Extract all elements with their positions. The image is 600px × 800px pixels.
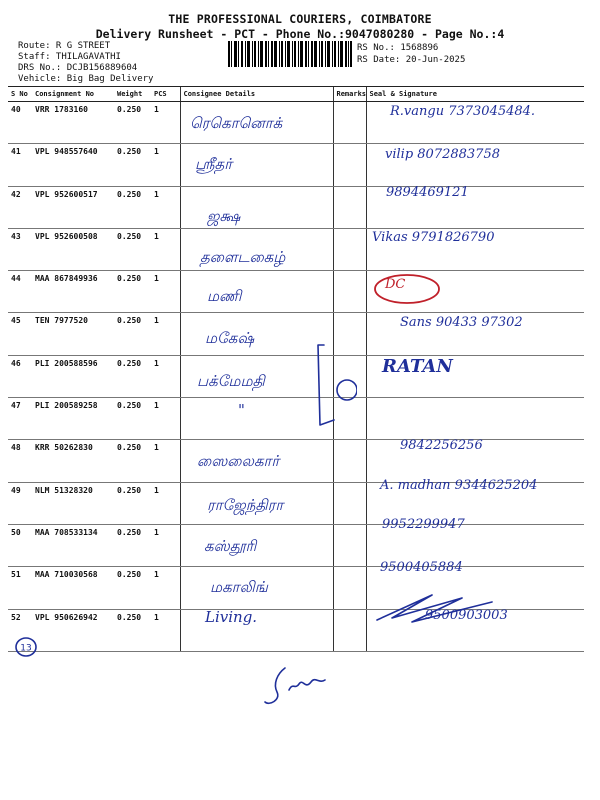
drs-label: DRS No.: DCJB156889604 bbox=[18, 63, 138, 73]
consignment-number: KRR 50262830 bbox=[32, 440, 114, 482]
serial-number: 40 bbox=[8, 102, 32, 144]
circled-count bbox=[14, 636, 38, 658]
pcs-value: 1 bbox=[151, 398, 180, 440]
handwritten-signature: R.vangu 7373045484. bbox=[390, 104, 536, 119]
vehicle-label: Vehicle: Big Bag Delivery bbox=[18, 74, 154, 84]
handwritten-consignee-name: ராஜேந்திரா bbox=[207, 495, 284, 514]
remarks-cell bbox=[333, 144, 366, 186]
handwritten-consignee-name: " bbox=[238, 401, 245, 420]
pcs-value: 1 bbox=[151, 271, 180, 313]
consignment-number: VPL 952600517 bbox=[32, 186, 114, 228]
pcs-value: 1 bbox=[151, 313, 180, 355]
column-header: Seal & Signature bbox=[366, 87, 584, 102]
serial-number: 43 bbox=[8, 228, 32, 270]
remarks-cell bbox=[333, 228, 366, 270]
staff-signature bbox=[255, 660, 335, 710]
table-row bbox=[8, 355, 584, 397]
handwritten-consignee-name: ஸைலைகார் bbox=[197, 452, 280, 471]
handwritten-consignee-name: மகாலிங் bbox=[210, 578, 268, 597]
remarks-cell bbox=[333, 271, 366, 313]
weight-value: 0.250 bbox=[114, 440, 151, 482]
pcs-value: 1 bbox=[151, 144, 180, 186]
pcs-value: 1 bbox=[151, 524, 180, 566]
handwritten-signature: vilip 8072883758 bbox=[385, 147, 500, 163]
consignment-number: VPL 952600508 bbox=[32, 228, 114, 270]
handwritten-signature: Sans 90433 97302 bbox=[400, 314, 523, 330]
handwritten-consignee-name: Living. bbox=[205, 607, 258, 626]
weight-value: 0.250 bbox=[114, 482, 151, 524]
handwritten-signature: 9500903003 bbox=[425, 607, 508, 623]
weight-value: 0.250 bbox=[114, 567, 151, 609]
rs-date: RS Date: 20-Jun-2025 bbox=[357, 55, 466, 65]
staff-label: Staff: THILAGAVATHI bbox=[18, 52, 121, 62]
consignment-number: VPL 950626942 bbox=[32, 609, 114, 651]
column-header: Consignment No bbox=[32, 87, 114, 102]
weight-value: 0.250 bbox=[114, 271, 151, 313]
bracket-mark bbox=[312, 340, 357, 430]
serial-number: 50 bbox=[8, 524, 32, 566]
serial-number: 52 bbox=[8, 609, 32, 651]
handwritten-signature: DC bbox=[385, 277, 406, 293]
handwritten-consignee-name: மகேஷ் bbox=[205, 328, 255, 347]
serial-number: 42 bbox=[8, 186, 32, 228]
runsheet-table bbox=[8, 86, 584, 652]
table-row bbox=[8, 398, 584, 440]
remarks-cell bbox=[333, 102, 366, 144]
table-row bbox=[8, 524, 584, 566]
remarks-cell bbox=[333, 482, 366, 524]
handwritten-consignee-name: ஜக்ஷ bbox=[207, 206, 241, 225]
handwritten-consignee-name: ரெகொனொக் bbox=[190, 114, 283, 132]
handwritten-signature: 9894469121 bbox=[386, 184, 469, 200]
consignment-number: MAA 708533134 bbox=[32, 524, 114, 566]
weight-value: 0.250 bbox=[114, 524, 151, 566]
remarks-cell bbox=[333, 609, 366, 651]
serial-number: 48 bbox=[8, 440, 32, 482]
table-header-row bbox=[8, 87, 584, 102]
weight-value: 0.250 bbox=[114, 313, 151, 355]
handwritten-signature: 9500405884 bbox=[380, 560, 463, 576]
consignment-number: PLI 200588596 bbox=[32, 355, 114, 397]
remarks-cell bbox=[333, 567, 366, 609]
consignee-cell bbox=[180, 271, 333, 313]
consignment-number: VRR 1783160 bbox=[32, 102, 114, 144]
handwritten-signature: Vikas 9791826790 bbox=[372, 229, 495, 245]
consignment-number: VPL 948557640 bbox=[32, 144, 114, 186]
handwritten-consignee-name: கஸ்தூரி bbox=[204, 537, 257, 555]
serial-number: 49 bbox=[8, 482, 32, 524]
column-header: Remarks bbox=[333, 87, 366, 102]
pcs-value: 1 bbox=[151, 102, 180, 144]
weight-value: 0.250 bbox=[114, 186, 151, 228]
consignee-cell bbox=[180, 313, 333, 355]
serial-number: 45 bbox=[8, 313, 32, 355]
column-header: S No bbox=[8, 87, 32, 102]
company-title: THE PROFESSIONAL COURIERS, COIMBATORE bbox=[168, 12, 432, 26]
pcs-value: 1 bbox=[151, 567, 180, 609]
handwritten-signature: A. madhan 9344625204 bbox=[380, 477, 538, 493]
consignment-number: MAA 710030568 bbox=[32, 567, 114, 609]
dc-stamp-mark bbox=[372, 272, 442, 306]
pcs-value: 1 bbox=[151, 355, 180, 397]
consignee-cell bbox=[180, 524, 333, 566]
signature-scribble bbox=[372, 590, 552, 630]
handwritten-signature: 9842256256 bbox=[400, 438, 483, 454]
column-header: PCS bbox=[151, 87, 180, 102]
pcs-value: 1 bbox=[151, 440, 180, 482]
weight-value: 0.250 bbox=[114, 144, 151, 186]
table-row bbox=[8, 271, 584, 313]
circled-count-text: 13 bbox=[20, 643, 32, 654]
table-row bbox=[8, 186, 584, 228]
route-label: Route: R G STREET bbox=[18, 41, 111, 51]
consignment-number: MAA 867849936 bbox=[32, 271, 114, 313]
table-row bbox=[8, 440, 584, 482]
rs-number: RS No.: 1568896 bbox=[357, 43, 439, 53]
pcs-value: 1 bbox=[151, 228, 180, 270]
handwritten-consignee-name: தளைடகைழ் bbox=[200, 247, 286, 266]
consignee-cell bbox=[180, 186, 333, 228]
weight-value: 0.250 bbox=[114, 398, 151, 440]
column-header: Consignee Details bbox=[180, 87, 333, 102]
serial-number: 44 bbox=[8, 271, 32, 313]
serial-number: 46 bbox=[8, 355, 32, 397]
remarks-cell bbox=[333, 524, 366, 566]
handwritten-signature: RATAN bbox=[382, 355, 453, 377]
consignment-number: NLM 51328320 bbox=[32, 482, 114, 524]
handwritten-consignee-name: மணி bbox=[207, 287, 242, 306]
barcode bbox=[228, 41, 352, 67]
consignment-number: PLI 200589258 bbox=[32, 398, 114, 440]
consignment-number: TEN 7977520 bbox=[32, 313, 114, 355]
remarks-cell bbox=[333, 440, 366, 482]
serial-number: 47 bbox=[8, 398, 32, 440]
consignee-cell bbox=[180, 398, 333, 440]
table-row bbox=[8, 228, 584, 270]
column-header: Weight bbox=[114, 87, 151, 102]
signature-cell bbox=[366, 398, 584, 440]
handwritten-consignee-name: பக்மேமதி bbox=[197, 371, 265, 390]
weight-value: 0.250 bbox=[114, 102, 151, 144]
remarks-cell bbox=[333, 186, 366, 228]
pcs-value: 1 bbox=[151, 482, 180, 524]
weight-value: 0.250 bbox=[114, 228, 151, 270]
handwritten-consignee-name: ஸ்ரீதர் bbox=[195, 155, 233, 174]
runsheet-subtitle: Delivery Runsheet - PCT - Phone No.:9047080280 - Page No.:4 bbox=[95, 27, 505, 41]
serial-number: 41 bbox=[8, 144, 32, 186]
handwritten-signature: 9952299947 bbox=[382, 517, 465, 532]
pcs-value: 1 bbox=[151, 186, 180, 228]
pcs-value: 1 bbox=[151, 609, 180, 651]
serial-number: 51 bbox=[8, 567, 32, 609]
weight-value: 0.250 bbox=[114, 355, 151, 397]
weight-value: 0.250 bbox=[114, 609, 151, 651]
